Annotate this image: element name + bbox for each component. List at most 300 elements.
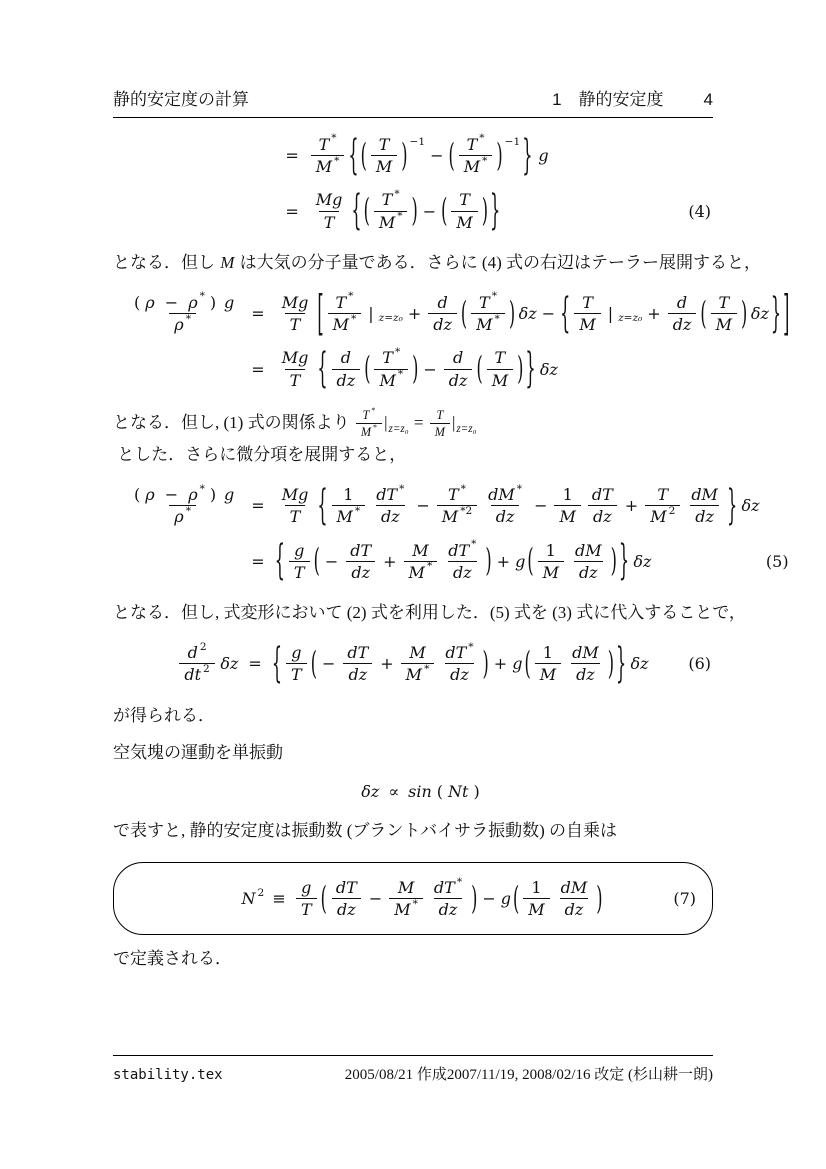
math-text: | (368, 304, 374, 324)
math-superscript: * (397, 367, 404, 380)
math-fraction (440, 642, 478, 685)
math-variable: ρ (145, 292, 155, 312)
math-fraction (570, 540, 607, 583)
math-superscript: * (371, 405, 376, 415)
math-fraction (332, 484, 366, 527)
math-delimiter: ) (596, 878, 603, 917)
math-variable: d (452, 348, 464, 368)
section-heading: 1 静的安定度 (552, 90, 664, 109)
equation-block-5 (113, 479, 789, 585)
math-variable: dT (347, 643, 369, 663)
math-variable: g (224, 292, 235, 312)
fraction-denominator (535, 663, 561, 685)
math-superscript: *2 (460, 504, 473, 517)
math-text: 1 (545, 540, 556, 560)
math-variable: T (494, 348, 506, 368)
fraction-denominator (444, 369, 473, 391)
math-variable: M (542, 562, 559, 582)
fraction-denominator (296, 898, 317, 920)
math-variable: dT (376, 485, 398, 505)
math-variable: dz (336, 370, 356, 390)
math-variable: dz (564, 900, 584, 920)
math-superscript: * (482, 154, 488, 167)
math-variable: M (715, 315, 733, 335)
equation-sp-l (113, 791, 342, 792)
math-text: となる．但し, 式変形において (2) 式を利用した．(5) 式を (3) 式に代入することで， (113, 602, 746, 622)
math-text: ( (436, 781, 444, 801)
equation-rhs (274, 283, 791, 341)
math-delimiter: ( (527, 541, 534, 580)
math-text: ) (209, 485, 217, 505)
math-variable: M (456, 212, 473, 232)
math-variable: T (362, 407, 370, 422)
paragraph-defined (113, 945, 713, 972)
fraction-denominator (179, 663, 214, 685)
math-variable: M (379, 370, 396, 390)
fraction-denominator (332, 369, 361, 391)
math-variable: T (289, 315, 301, 335)
math-fraction (711, 292, 737, 335)
math-delimiter: } (770, 287, 782, 338)
fraction-denominator (554, 505, 580, 527)
math-variable: ρ (188, 485, 198, 505)
math-variable: M (375, 157, 393, 177)
math-text: + (493, 654, 508, 674)
math-fraction (451, 189, 477, 232)
math-fraction (668, 292, 697, 335)
math-delimiter: ( (448, 135, 455, 174)
math-fraction (179, 642, 214, 685)
math-variable: T (378, 135, 390, 154)
math-fraction (277, 484, 314, 527)
math-variable: g (291, 643, 302, 663)
math-fraction (311, 134, 345, 177)
equation-rel: = (285, 146, 299, 166)
math-subscript: z=z₀ (456, 423, 477, 436)
equation-sp-r (761, 540, 791, 583)
page-header (113, 85, 713, 110)
math-subscript: z=z₀ (378, 311, 403, 324)
math-variable: g (301, 878, 312, 898)
fraction-denominator (459, 155, 493, 177)
fraction-denominator (588, 505, 617, 527)
math-text: − (541, 304, 556, 324)
fraction-denominator (328, 313, 362, 335)
math-variable: M (463, 157, 481, 177)
math-text: で定義される． (113, 949, 232, 969)
paragraph-brunt-vaisala (113, 817, 713, 844)
fraction-numerator (443, 540, 481, 561)
math-variable: δz (220, 654, 239, 674)
math-text: | (384, 412, 388, 432)
math-variable: ρ (145, 485, 155, 505)
equation-sp-l (113, 211, 276, 212)
math-variable: M (528, 900, 545, 920)
math-fraction (587, 484, 618, 527)
math-text: 1 (562, 485, 573, 505)
math-variable: g (538, 146, 549, 166)
math-fraction (277, 347, 314, 390)
math-variable: M (559, 507, 576, 527)
fraction-numerator (314, 134, 342, 155)
math-delimiter: { (348, 129, 359, 180)
fraction-denominator (311, 155, 345, 177)
math-variable: M (441, 507, 459, 527)
math-variable: M (220, 252, 235, 272)
math-variable: δz (361, 781, 380, 801)
math-text: + (380, 654, 394, 674)
math-variable: d (437, 292, 448, 312)
math-variable: M (360, 425, 372, 440)
math-delimiter: { (560, 287, 571, 338)
math-superscript: * (479, 132, 485, 145)
math-superscript: * (394, 345, 401, 358)
math-fraction (126, 484, 239, 527)
math-text: + (407, 304, 422, 324)
math-superscript: * (350, 312, 357, 325)
fraction-denominator (448, 561, 477, 583)
math-text: − (368, 889, 383, 909)
fraction-numerator (377, 347, 405, 368)
equation-sp-r (650, 642, 713, 685)
math-text: − (423, 359, 437, 379)
math-variable: δz (518, 304, 537, 324)
math-text: 1 (343, 485, 354, 505)
math-superscript: 2 (257, 886, 265, 899)
math-text: となる．但し, (1) 式の関係より (113, 412, 354, 432)
math-text: | (451, 412, 456, 432)
math-text: − (159, 485, 184, 505)
equation-rhs (360, 782, 483, 801)
paragraph-obtained (113, 702, 713, 729)
fraction-denominator (319, 211, 340, 233)
fraction-numerator (277, 484, 314, 505)
math-variable: δz (539, 359, 558, 379)
math-fraction (374, 347, 408, 390)
math-superscript: 2 (668, 504, 676, 517)
fraction-denominator (371, 155, 397, 177)
fraction-numerator (454, 189, 475, 210)
math-variable: T (318, 135, 330, 154)
math-fraction (404, 540, 438, 583)
math-fraction (374, 189, 408, 232)
equation-sp-r (790, 347, 820, 390)
math-text: となる．但し (113, 252, 220, 272)
equation-sp-r (761, 484, 791, 527)
fraction-numerator (374, 134, 395, 155)
math-variable: T (300, 900, 312, 920)
math-variable: T (436, 407, 444, 422)
equation-lhs (123, 484, 242, 527)
math-delimiter: ( (700, 293, 707, 332)
math-superscript: * (394, 187, 400, 200)
equation-block-taylor (113, 283, 790, 393)
fraction-denominator (285, 505, 306, 527)
math-variable: T (382, 348, 393, 368)
fraction-denominator (668, 313, 697, 335)
math-delimiter: { (317, 343, 328, 393)
math-variable: dz (438, 900, 458, 920)
equation-sp-r (604, 877, 698, 920)
fraction-denominator (374, 369, 408, 391)
equation-rel: = (248, 654, 262, 674)
math-delimiter: ( (310, 643, 317, 682)
math-fraction (686, 484, 723, 527)
math-text: ( (134, 485, 141, 505)
math-variable: dz (450, 665, 469, 685)
math-text: は大気の分子量である．さらに (4) 式の右辺はテーラー展開すると， (235, 252, 761, 272)
math-delimiter: ) (508, 293, 516, 332)
math-delimiter: ( (364, 349, 371, 387)
math-superscript: * (354, 504, 361, 517)
math-variable: T (289, 507, 301, 527)
math-fraction (471, 292, 505, 335)
fraction-numerator (296, 877, 316, 898)
fraction-denominator (491, 505, 520, 527)
fraction-denominator (285, 313, 306, 335)
fraction-denominator (169, 505, 196, 527)
math-superscript: * (399, 482, 405, 495)
math-fraction (311, 189, 348, 232)
math-variable: M (315, 157, 333, 177)
math-superscript: * (456, 875, 463, 888)
math-fraction (574, 292, 600, 335)
fraction-denominator (376, 505, 405, 527)
math-fraction (328, 292, 362, 335)
math-fraction (523, 877, 549, 920)
page-number: 4 (703, 90, 713, 109)
equation-tag: (5) (765, 551, 789, 571)
math-variable: g (224, 485, 235, 505)
fraction-denominator (471, 313, 505, 335)
math-variable: δz (633, 551, 652, 571)
math-subscript: z=z₀ (618, 311, 643, 324)
equation-block-sin (113, 782, 713, 801)
equation-sp-l (113, 313, 123, 314)
math-superscript: * (373, 423, 378, 433)
math-text: = (409, 412, 428, 432)
math-variable: d (676, 292, 688, 312)
math-variable: dM (488, 485, 515, 505)
math-variable: M (378, 212, 396, 232)
math-text: − (430, 146, 444, 166)
math-variable: T (657, 485, 669, 505)
fraction-denominator (560, 898, 589, 920)
math-delimiter: ( (313, 541, 320, 580)
math-variable: δz (750, 304, 769, 324)
fraction-denominator (645, 505, 680, 527)
equation-tag: (4) (688, 201, 711, 221)
fraction-numerator (404, 642, 430, 663)
math-fraction (535, 642, 561, 685)
math-fraction (429, 877, 467, 920)
fraction-denominator (428, 313, 457, 335)
math-fraction (567, 642, 604, 685)
fraction-denominator (523, 898, 549, 920)
math-fraction (428, 292, 457, 335)
equation-sp-l (113, 369, 123, 370)
math-text: − (482, 889, 496, 909)
fraction-numerator (393, 877, 419, 898)
fraction-numerator (462, 134, 490, 155)
running-title: 静的安定度の計算 (113, 90, 249, 109)
math-variable: dz (593, 507, 612, 527)
fraction-denominator (434, 898, 463, 920)
fraction-denominator (169, 313, 196, 335)
math-delimiter: { (274, 535, 285, 585)
math-variable: T (479, 292, 490, 312)
math-variable: T (381, 190, 393, 210)
math-variable: T (289, 370, 301, 390)
math-delimiter: { (351, 185, 362, 235)
math-fraction (342, 642, 373, 685)
math-variable: dT (445, 643, 467, 663)
equation-block-7 (128, 877, 698, 920)
fraction-denominator (356, 423, 382, 441)
math-variable: g (512, 654, 523, 674)
math-variable: M (491, 370, 509, 390)
math-superscript: * (424, 662, 430, 675)
fraction-denominator (401, 663, 435, 685)
math-variable: dT (335, 878, 357, 898)
equation-lhs (123, 292, 242, 335)
math-variable: ρ (174, 315, 184, 335)
math-variable: dz (433, 315, 452, 335)
math-variable: Mg (281, 348, 309, 368)
fraction-denominator (538, 561, 564, 583)
math-superscript: * (468, 640, 474, 653)
fraction-denominator (285, 369, 306, 391)
math-delimiter: { (317, 479, 328, 530)
fraction-denominator (437, 505, 477, 527)
math-delimiter: ) (607, 643, 614, 682)
math-variable: g (500, 889, 511, 909)
fraction-denominator (574, 313, 600, 335)
fraction-numerator (345, 540, 376, 561)
math-delimiter: ) (481, 191, 489, 230)
equation-rel: = (251, 359, 265, 379)
math-fraction (296, 877, 317, 920)
math-superscript: * (331, 132, 337, 145)
math-variable: ρ (188, 292, 198, 312)
math-superscript: * (199, 290, 205, 303)
math-delimiter: ( (513, 878, 520, 917)
equation-rel: = (251, 496, 265, 516)
equation-tag: (7) (673, 889, 696, 909)
equation-block-6 (113, 637, 713, 688)
math-delimiter: ) (610, 541, 617, 580)
math-variable: δz (741, 496, 760, 516)
math-fraction (401, 642, 435, 685)
math-variable: M (650, 507, 667, 527)
math-variable: T (448, 485, 459, 505)
math-variable: M (434, 425, 445, 440)
fraction-numerator (335, 484, 361, 505)
math-superscript: * (185, 504, 191, 517)
footer-revision-dates: 2005/08/21 作成2007/11/19, 2008/02/16 改定 (杉山耕一朗) (344, 1067, 713, 1083)
equation-sp-r (550, 134, 713, 177)
fraction-denominator (286, 663, 307, 685)
math-delimiter: ) (485, 541, 492, 580)
math-fraction (277, 292, 314, 335)
math-variable: M (397, 878, 415, 898)
fraction-numerator (490, 347, 511, 368)
math-text: + (496, 551, 511, 571)
math-variable: M (394, 900, 411, 920)
fraction-numerator (432, 292, 452, 313)
fraction-numerator (474, 292, 502, 313)
fraction-numerator (377, 189, 405, 210)
math-variable: sin (408, 781, 432, 801)
math-variable: dM (560, 878, 588, 898)
math-delimiter: ( (476, 349, 483, 387)
math-fraction (345, 540, 376, 583)
math-variable: T (291, 665, 302, 685)
fraction-denominator (451, 211, 477, 233)
paragraph-after-eq4 (113, 249, 761, 276)
math-variable: M (409, 643, 426, 663)
math-variable: M (405, 665, 423, 685)
math-variable: g (294, 540, 305, 560)
fraction-numerator (483, 484, 527, 505)
math-text: − (321, 654, 336, 674)
math-fraction (554, 484, 580, 527)
equation-lhs (176, 642, 239, 685)
page-footer (113, 1048, 713, 1084)
math-variable: dM (574, 540, 602, 560)
math-variable: g (515, 551, 526, 571)
math-delimiter: } (490, 185, 501, 235)
math-variable: N (241, 889, 256, 909)
math-text: で表すと, 静的安定度は振動数 (ブラントバイサラ振動数) の自乗は (113, 820, 617, 840)
math-fraction (371, 134, 397, 177)
math-variable: Mg (315, 190, 343, 210)
math-delimiter: ) (471, 878, 478, 917)
math-fraction (437, 484, 477, 527)
fraction-numerator (443, 484, 471, 505)
fraction-denominator (343, 663, 372, 685)
header-right (552, 85, 713, 110)
paragraph-oscillation (113, 739, 713, 766)
fraction-denominator (690, 505, 719, 527)
math-variable: M (476, 315, 493, 335)
fraction-denominator (445, 663, 474, 685)
math-text: | (607, 304, 614, 324)
math-text: − (422, 201, 437, 221)
math-delimiter: ( (524, 643, 531, 682)
fraction-denominator (289, 561, 310, 583)
math-delimiter: ) (517, 349, 524, 387)
math-fraction (289, 540, 310, 583)
math-superscript: 2 (203, 662, 210, 675)
fraction-numerator (358, 407, 381, 424)
math-fraction (286, 642, 307, 685)
math-text: 1 (531, 878, 542, 898)
math-text: が得られる． (113, 705, 215, 725)
fraction-numerator (277, 292, 314, 313)
document-content (113, 85, 790, 983)
math-delimiter: { (271, 637, 283, 688)
math-delimiter: ( (441, 191, 448, 230)
math-variable: dM (572, 643, 599, 663)
math-variable: dT (448, 540, 470, 560)
fraction-numerator (311, 189, 348, 210)
fraction-numerator (686, 484, 723, 505)
math-delimiter: ) (411, 191, 418, 230)
fraction-denominator (404, 561, 438, 583)
math-delimiter: ] (783, 283, 790, 341)
fraction-numerator (672, 292, 692, 313)
